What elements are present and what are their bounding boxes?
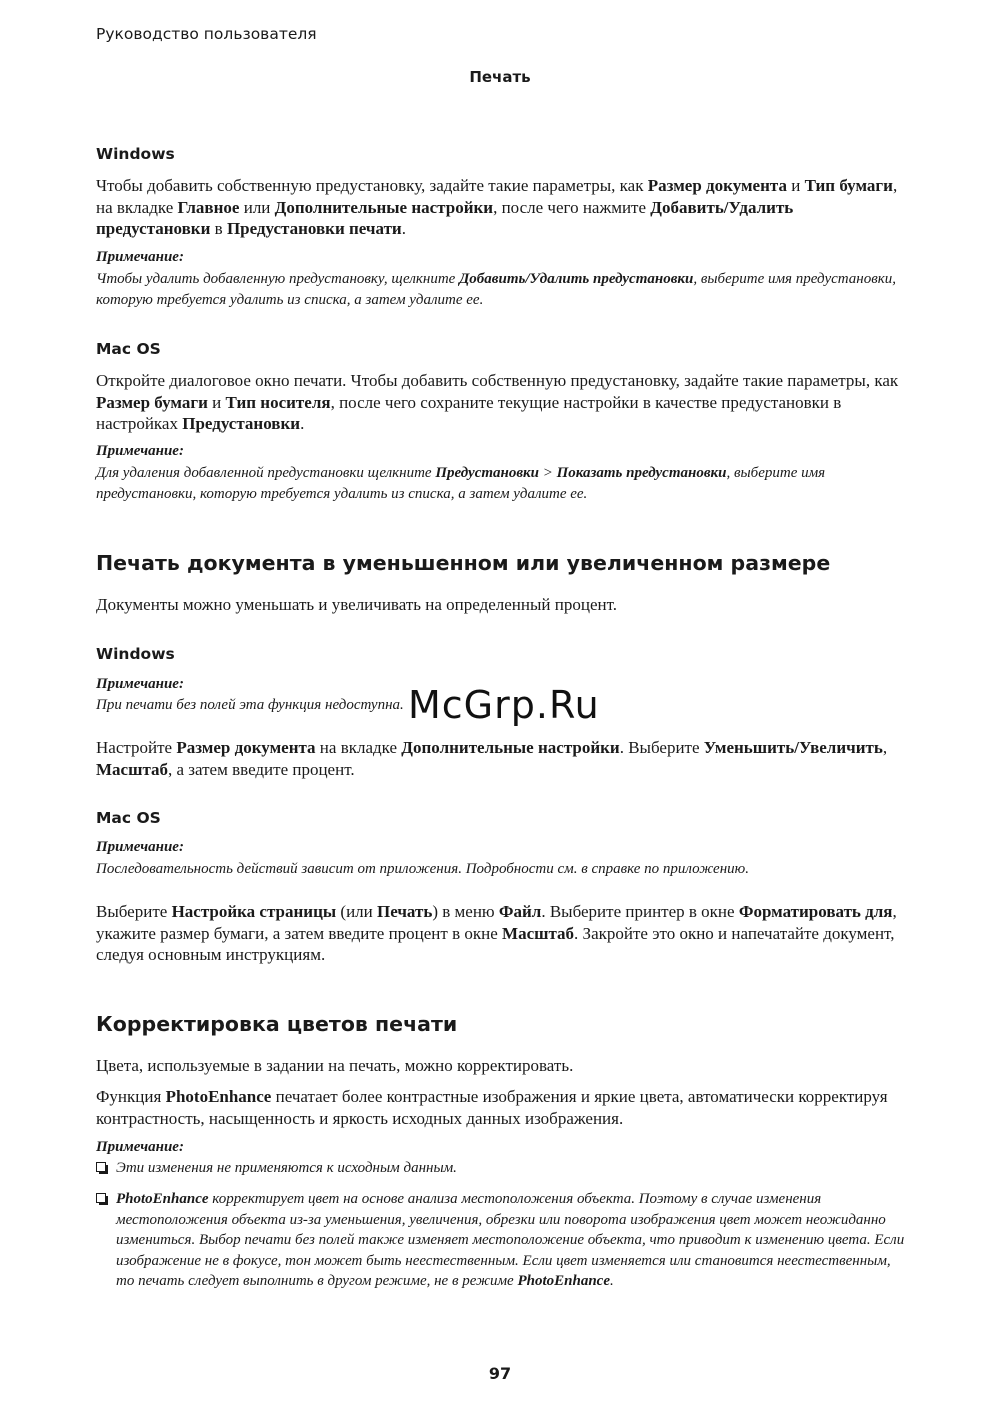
note-label-3: Примечание: xyxy=(96,676,184,692)
note-bullet-2: PhotoEnhance корректирует цвет на основе анализа местоположения объекта. Поэтому в случае изменения местоположения объекта из-за уменьшения, увеличения, обрезки или поворота изображения цвет может неожиданно измениться. Выбор печати без полей также изменяет местоположение объекта, что приводит к изменению цвета. Если изображение не в фокусе, тон может быть неестественным. Если цвет изменяется или становится неестественным, то печать следует выполнить в другом режиме, не в режиме PhotoEnhance. xyxy=(96,1189,906,1292)
section-heading-color: Корректировка цветов печати xyxy=(96,1012,458,1036)
note-text-1: Чтобы удалить добавленную предустановку, щелкните Добавить/Удалить предустановки, выберите имя предустановки, которую требуется удалить из списка, а затем удалите ее. xyxy=(96,271,896,308)
section-heading-resize: Печать документа в уменьшенном или увеличенном размере xyxy=(96,551,831,575)
macos-heading-1: Mac OS xyxy=(96,340,161,358)
note-text-2: Для удаления добавленной предустановки щелкните Предустановки > Показать предустановки, выберите имя предустановки, которую требуется удалить из списка, а затем удалите ее. xyxy=(96,465,826,502)
color-intro: Цвета, используемые в задании на печать, можно корректировать. xyxy=(96,1056,574,1075)
section-title: Печать xyxy=(469,68,531,86)
windows-heading-2: Windows xyxy=(96,645,175,663)
note-label-5: Примечание: xyxy=(96,1139,184,1155)
watermark: McGrp.Ru xyxy=(408,683,600,727)
windows-paragraph-2: Настройте Размер документа на вкладке Дополнительные настройки. Выберите Уменьшить/Увеличить, Масштаб, а затем введите процент. xyxy=(96,738,888,779)
page-number: 97 xyxy=(488,1364,512,1383)
macos-paragraph-1: Откройте диалоговое окно печати. Чтобы добавить собственную предустановку, задайте такие параметры, как Размер бумаги и Тип носителя, после чего сохраните текущие настройки в качестве предустановки в настройках Предустановки. xyxy=(96,371,899,433)
note-label-2: Примечание: xyxy=(96,443,184,459)
checkbox-bullet-icon xyxy=(96,1162,106,1172)
windows-paragraph-1: Чтобы добавить собственную предустановку, задайте такие параметры, как Размер документа и Тип бумаги, на вкладке Главное или Дополнительные настройки, после чего нажмите Добавить/Удалить предустановки в Предустановки печати. xyxy=(96,176,898,238)
photoenhance-paragraph: Функция PhotoEnhance печатает более контрастные изображения и яркие цвета, автоматически корректируя контрастность, насыщенность и яркость исходных данных изображения. xyxy=(96,1087,888,1128)
manual-title: Руководство пользователя xyxy=(96,25,317,43)
note-text-3: При печати без полей эта функция недоступна. xyxy=(96,697,404,713)
macos-paragraph-2: Выберите Настройка страницы (или Печать) в меню Файл. Выберите принтер в окне Форматировать для, укажите размер бумаги, а затем введите процент в окне Масштаб. Закройте это окно и напечатайте документ, следуя основным инструкциям. xyxy=(96,902,897,964)
note-label-1: Примечание: xyxy=(96,249,184,265)
note-bullet-1: Эти изменения не применяются к исходным данным. xyxy=(96,1158,906,1179)
windows-heading-1: Windows xyxy=(96,145,175,163)
note-text-4: Последовательность действий зависит от приложения. Подробности см. в справке по приложению. xyxy=(96,861,749,877)
checkbox-bullet-icon xyxy=(96,1193,106,1203)
macos-heading-2: Mac OS xyxy=(96,809,161,827)
note-label-4: Примечание: xyxy=(96,839,184,855)
resize-intro: Документы можно уменьшать и увеличивать на определенный процент. xyxy=(96,595,618,614)
